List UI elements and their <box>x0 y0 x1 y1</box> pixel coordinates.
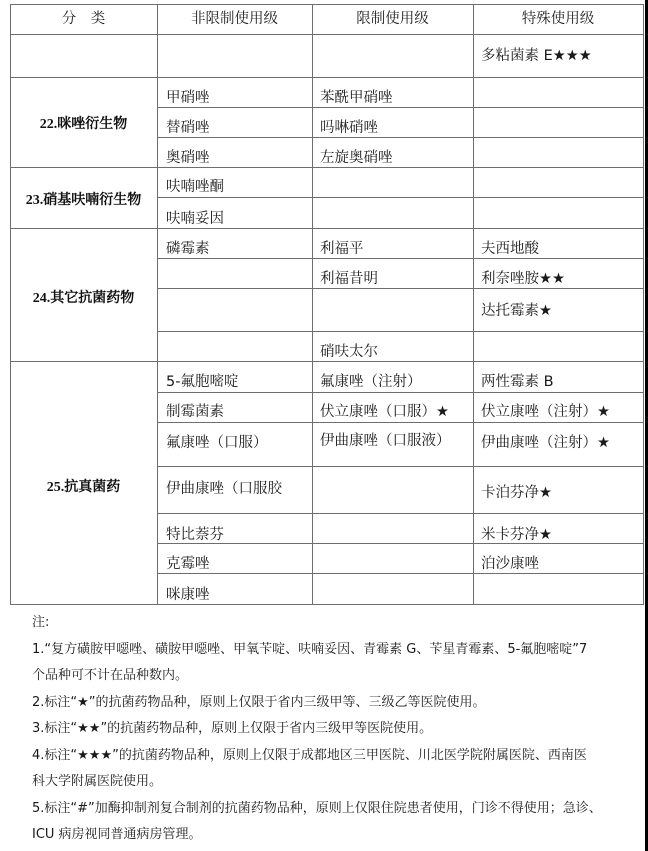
cell-non-restricted: 伊曲康唑（口服胶 <box>166 481 282 497</box>
cell-special: 夫西地酸 <box>481 241 539 257</box>
row-divider <box>157 392 644 393</box>
cell-restricted: 氟康唑（注射） <box>320 374 422 390</box>
category-label: 22.咪唑衍生物 <box>39 117 128 132</box>
row-divider <box>157 258 644 259</box>
group-divider <box>10 228 644 229</box>
col-divider-2 <box>312 4 313 605</box>
cell-non-restricted: 特比萘芬 <box>166 527 224 543</box>
cell-non-restricted: 氟康唑（口服） <box>166 435 268 451</box>
cell-special: 多粘菌素 E★★★ <box>481 48 592 64</box>
cell-restricted: 左旋奥硝唑 <box>320 150 393 166</box>
cell-non-restricted: 克霉唑 <box>166 556 210 572</box>
note-line: 科大学附属医院使用。 <box>32 774 163 789</box>
category-label: 24.其它抗菌药物 <box>32 291 135 306</box>
note-line: 4.标注“★★★”的抗菌药物品种，原则上仅限于成都地区三甲医院、川北医学院附属医院、西南医 <box>32 747 587 763</box>
category-label: 25.抗真菌药 <box>46 480 121 495</box>
cell-special: 泊沙康唑 <box>481 556 539 572</box>
group-divider <box>10 361 644 362</box>
cell-non-restricted: 呋喃妥因 <box>166 211 224 227</box>
note-line: 3.标注“★★”的抗菌药物品种，原则上仅限于省内三级甲等医院使用。 <box>32 721 433 736</box>
cell-non-restricted: 咪康唑 <box>166 587 210 603</box>
col-divider-3 <box>473 4 474 605</box>
cell-non-restricted: 甲硝唑 <box>166 90 210 106</box>
header-restricted: 限制使用级 <box>356 11 429 27</box>
cell-restricted: 硝呋太尔 <box>320 344 378 360</box>
category-label: 23.硝基呋喃衍生物 <box>25 193 142 208</box>
cell-special: 米卡芬净★ <box>481 527 552 543</box>
cell-special: 达托霉素★ <box>481 303 552 319</box>
notes-title: 注: <box>32 615 50 630</box>
note-line: 2.标注“★”的抗菌药物品种，原则上仅限于省内三级甲等、三级乙等医院使用。 <box>32 694 486 710</box>
cell-restricted: 苯酰甲硝唑 <box>320 90 393 106</box>
cell-special: 利奈唑胺★★ <box>481 271 565 287</box>
row-divider <box>157 573 644 574</box>
row-divider <box>157 288 644 289</box>
cell-restricted: 伏立康唑（口服）★ <box>320 404 449 420</box>
cell-non-restricted: 替硝唑 <box>166 120 210 136</box>
cell-special: 伊曲康唑（注射）★ <box>481 435 610 451</box>
group-divider <box>10 77 644 78</box>
cell-special: 卡泊芬净★ <box>481 485 552 501</box>
note-line: 个品种可不计在品种数内。 <box>32 668 189 683</box>
cell-special: 两性霉素 B <box>481 374 554 390</box>
row-divider <box>157 137 644 138</box>
notes-section <box>32 610 632 849</box>
table-border-bottom <box>10 604 644 605</box>
row-divider <box>157 422 644 423</box>
cell-restricted: 吗啉硝唑 <box>320 120 378 136</box>
cell-restricted: 伊曲康唑（口服液） <box>320 433 451 449</box>
row-divider <box>157 107 644 108</box>
header-non-restricted: 非限制使用级 <box>191 11 278 27</box>
row-divider <box>157 466 644 467</box>
header-divider <box>10 34 644 35</box>
row-divider <box>157 331 644 332</box>
cell-restricted: 利福平 <box>320 241 364 257</box>
note-line: 5.标注“#”加酶抑制剂复合制剂的抗菌药物品种，原则上仅限住院患者使用，门诊不得使用；急诊、 <box>32 800 602 816</box>
cell-non-restricted: 制霉菌素 <box>166 404 224 420</box>
group-divider <box>10 167 644 168</box>
header-category: 分 类 <box>61 11 106 27</box>
note-line: 1.“复方磺胺甲噁唑、磺胺甲噁唑、甲氧苄啶、呋喃妥因、青霉素 G、苄星青霉素、5-氟胞嘧啶”7 <box>32 641 588 657</box>
col-divider-1 <box>157 4 158 605</box>
row-divider <box>157 513 644 514</box>
note-line: ICU 病房视同普通病房管理。 <box>32 827 202 842</box>
table-border-right <box>643 4 644 605</box>
row-divider <box>157 197 644 198</box>
cell-non-restricted: 磷霉素 <box>166 241 210 257</box>
cell-non-restricted: 呋喃唑酮 <box>166 179 224 195</box>
header-special: 特殊使用级 <box>521 11 595 27</box>
cell-restricted: 利福昔明 <box>320 271 378 287</box>
cell-non-restricted: 奥硝唑 <box>166 150 210 166</box>
cell-non-restricted: 5-氟胞嘧啶 <box>166 374 239 390</box>
row-divider <box>157 543 644 544</box>
cell-special: 伏立康唑（注射）★ <box>481 404 610 420</box>
